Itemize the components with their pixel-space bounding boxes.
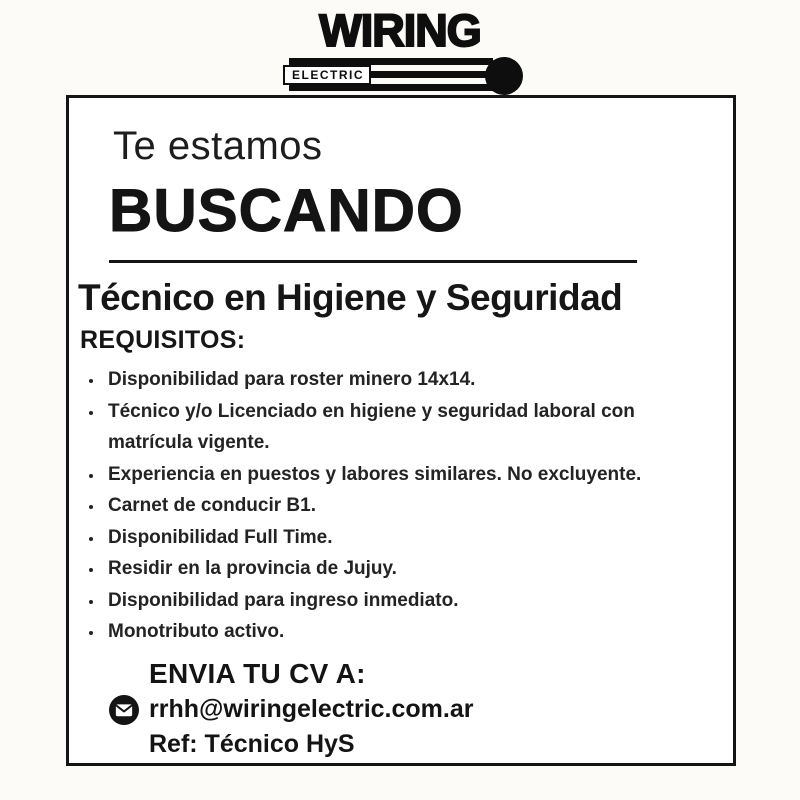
requirements-list	[83, 364, 716, 648]
reference-line: Ref: Técnico HyS	[149, 729, 355, 758]
requirement-item: • Disponibilidad para roster minero 14x14.	[104, 364, 716, 396]
logo-bars	[281, 57, 519, 95]
email-address[interactable]: rrhh@wiringelectric.com.ar	[149, 695, 474, 723]
headline-text: BUSCANDO	[109, 177, 464, 244]
send-cv-heading: ENVIA TU CV A:	[149, 657, 366, 689]
divider-rule	[109, 260, 637, 263]
requirement-item: • Carnet de conducir B1.	[104, 490, 716, 522]
requirement-item: • Disponibilidad para ingreso inmediato.	[104, 585, 716, 617]
job-posting-card	[66, 95, 736, 766]
logo-bar-top	[289, 58, 493, 65]
requirement-item: • Técnico y/o Licenciado en higiene y seguridad laboral con matrícula vigente.	[104, 396, 716, 459]
requirement-item: • Disponibilidad Full Time.	[104, 522, 716, 554]
company-logo	[281, 5, 519, 95]
intro-text: Te estamos	[113, 124, 323, 168]
requirement-item: • Residir en la provincia de Jujuy.	[104, 553, 716, 585]
role-title: Técnico en Higiene y Seguridad	[78, 277, 623, 318]
requirement-item: • Monotributo activo.	[104, 616, 716, 648]
requirement-item: • Experiencia en puestos y labores similares. No excluyente.	[104, 459, 716, 491]
email-row	[109, 695, 733, 725]
logo-sub-text: ELECTRIC	[283, 65, 371, 85]
requirements-heading: REQUISITOS:	[80, 326, 246, 354]
envelope-icon	[109, 695, 139, 725]
logo-brand-text: WIRING	[319, 5, 481, 56]
logo-circle	[485, 57, 523, 95]
